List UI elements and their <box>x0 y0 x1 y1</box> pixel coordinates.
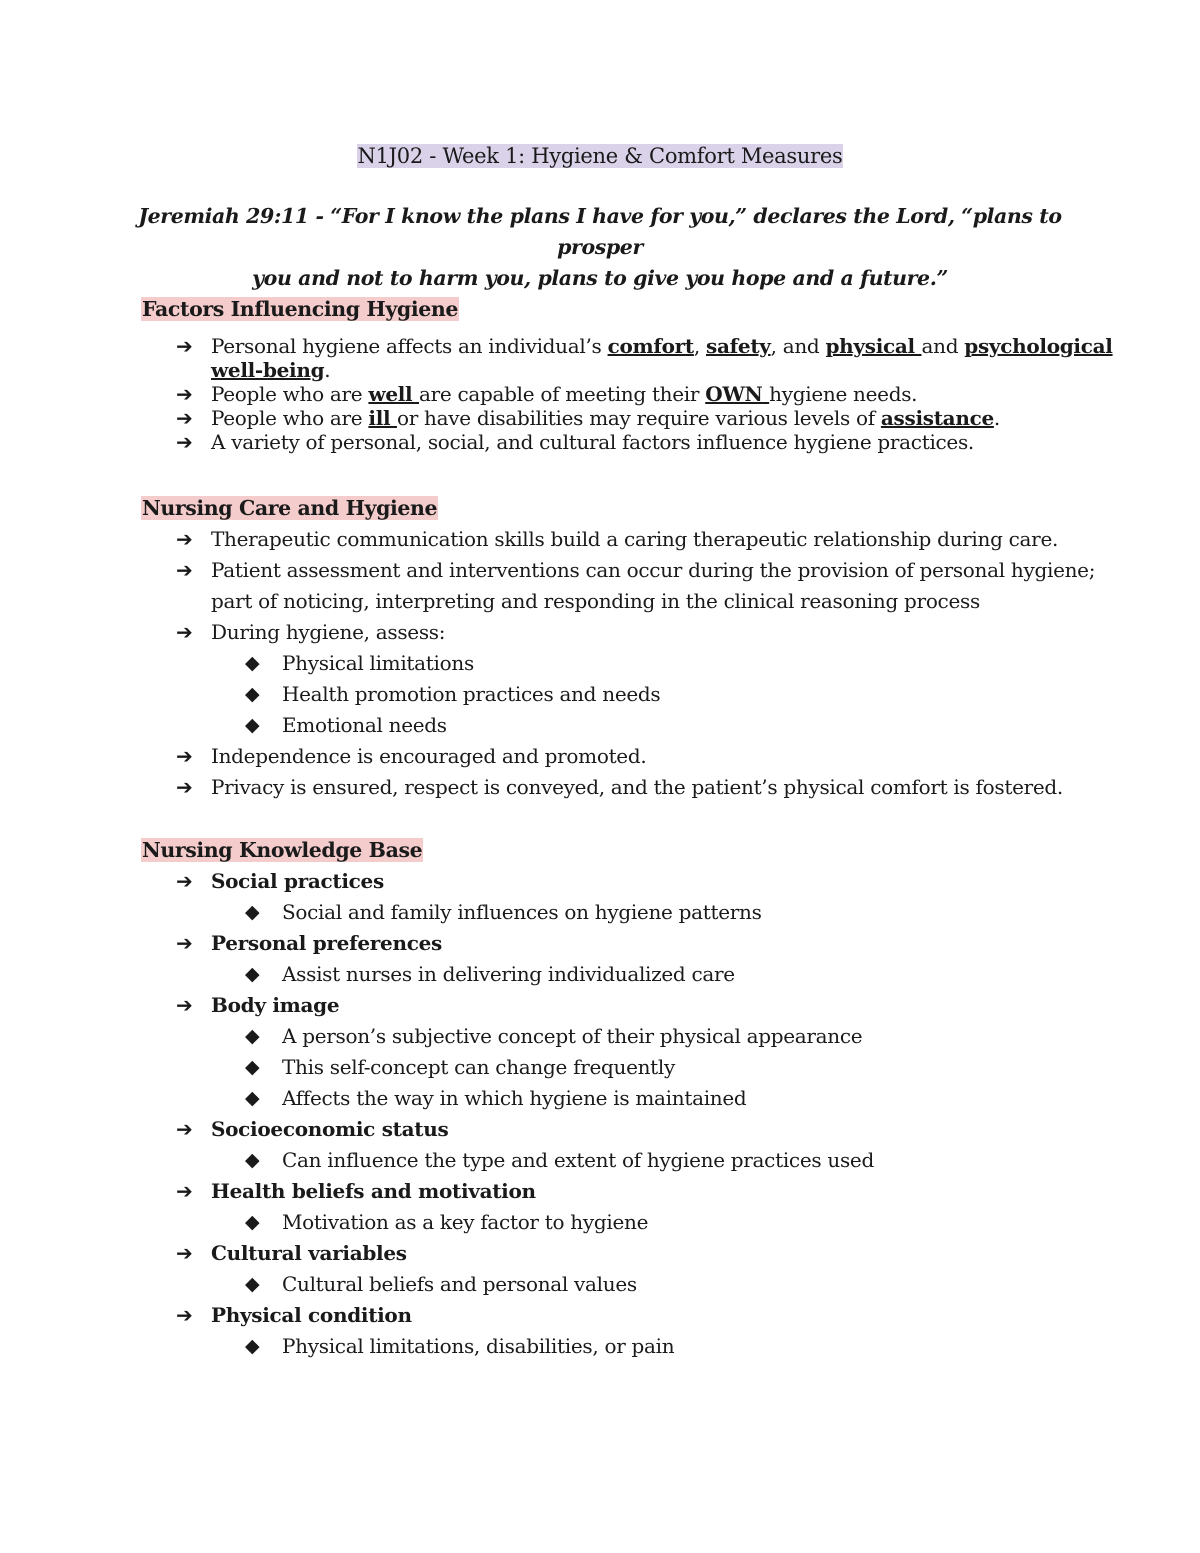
right-arrow-bullet-icon: ➔ <box>176 430 193 454</box>
bible-verse <box>120 201 1080 294</box>
right-arrow-bullet-icon: ➔ <box>176 1117 193 1141</box>
section-heading-nursing-care: Nursing Care and Hygiene <box>142 496 438 520</box>
right-arrow-bullet-icon: ➔ <box>176 382 193 406</box>
right-arrow-bullet-icon: ➔ <box>176 620 193 644</box>
emphasis-comfort: comfort <box>607 334 694 358</box>
diamond-bullet-icon: ◆ <box>245 652 260 674</box>
right-arrow-bullet-icon: ➔ <box>176 775 193 799</box>
right-arrow-bullet-icon: ➔ <box>176 1241 193 1265</box>
emphasis-physical: physical <box>825 334 922 358</box>
emphasis-well-being: well-being <box>211 358 325 382</box>
diamond-bullet-icon: ◆ <box>245 1087 260 1109</box>
right-arrow-bullet-icon: ➔ <box>176 869 193 893</box>
emphasis-ill: ill <box>368 406 397 430</box>
right-arrow-bullet-icon: ➔ <box>176 1179 193 1203</box>
emphasis-safety: safety <box>706 334 771 358</box>
verse-line-1: Jeremiah 29:11 - “For I know the plans I have for you,” declares the Lord, “plans to prosper <box>138 204 1062 259</box>
page-title: N1J02 - Week 1: Hygiene & Comfort Measures <box>357 144 843 168</box>
emphasis-psychological: psychological <box>964 334 1113 358</box>
right-arrow-bullet-icon: ➔ <box>176 406 193 430</box>
diamond-bullet-icon: ◆ <box>245 714 260 736</box>
verse-line-2: you and not to harm you, plans to give you hope and a future.” <box>252 266 948 290</box>
diamond-bullet-icon: ◆ <box>245 1025 260 1047</box>
emphasis-own: OWN <box>705 382 770 406</box>
right-arrow-bullet-icon: ➔ <box>176 993 193 1017</box>
diamond-bullet-icon: ◆ <box>245 683 260 705</box>
right-arrow-bullet-icon: ➔ <box>176 1303 193 1327</box>
diamond-bullet-icon: ◆ <box>245 963 260 985</box>
diamond-bullet-icon: ◆ <box>245 1149 260 1171</box>
section-heading-factors: Factors Influencing Hygiene <box>142 297 459 321</box>
right-arrow-bullet-icon: ➔ <box>176 744 193 768</box>
right-arrow-bullet-icon: ➔ <box>176 527 193 551</box>
section-heading-knowledge-base: Nursing Knowledge Base <box>142 838 423 862</box>
right-arrow-bullet-icon: ➔ <box>176 558 193 582</box>
list-item-continuation: part of noticing, interpreting and responding in the clinical reasoning process <box>211 589 980 613</box>
emphasis-well: well <box>368 382 420 406</box>
diamond-bullet-icon: ◆ <box>245 1211 260 1233</box>
right-arrow-bullet-icon: ➔ <box>176 931 193 955</box>
diamond-bullet-icon: ◆ <box>245 1273 260 1295</box>
list-item-continuation: well-being. <box>211 358 331 382</box>
diamond-bullet-icon: ◆ <box>245 1056 260 1078</box>
diamond-bullet-icon: ◆ <box>245 1335 260 1357</box>
diamond-bullet-icon: ◆ <box>245 901 260 923</box>
emphasis-assistance: assistance <box>880 406 994 430</box>
right-arrow-bullet-icon: ➔ <box>176 334 193 358</box>
document-page: N1J02 - Week 1: Hygiene & Comfort Measures Jeremiah 29:11 - “For I know the plans I have for you,” declares the Lord, “plans to prosper you and not to harm you, plans to give you hope and a future.” Factors Influencing Hygiene ➔ Personal hygiene affects an individual’s comfort, safety, and physical and psychological well-being. ➔ People who are well are capable of meeting their OWN hygiene needs. ➔ People who are ill or have disabilities may require various levels of assistance. ➔ A variety of personal, social, and cultural factors influence hygiene practices. Nursing Care and Hygiene ➔ Therapeutic communication skills build a caring therapeutic relationship during care. ➔ Patient assessment and interventions can occur during the provision of personal hygiene; part of noticing, interpreting and responding in the clinical reasoning process ➔ During hygiene, assess: ◆ Physical limitations ◆ Health promotion practices and needs ◆ Emotional needs ➔ Independence is encouraged and promoted. ➔ Privacy is ensured, respect is conveyed, and the patient’s physical comfort is fostered. Nursing Knowledge Base ➔ Social practices ◆ Social and family influences on hygiene patterns ➔ Personal preferences ◆ Assist nurses in delivering individualized care ➔ Body image ◆ A person’s subjective concept of their physical appearance ◆ This self-concept can change frequently ◆ Affects the way in which hygiene is maintained ➔ Socioeconomic status ◆ Can influence the type and extent of hygiene practices used ➔ Health beliefs and motivation ◆ Motivation as a key factor to hygiene ➔ Cultural variables ◆ Cultural beliefs and personal values ➔ Physical condition ◆ Physical limitations, disabilities, or pain <box>0 0 1200 1553</box>
